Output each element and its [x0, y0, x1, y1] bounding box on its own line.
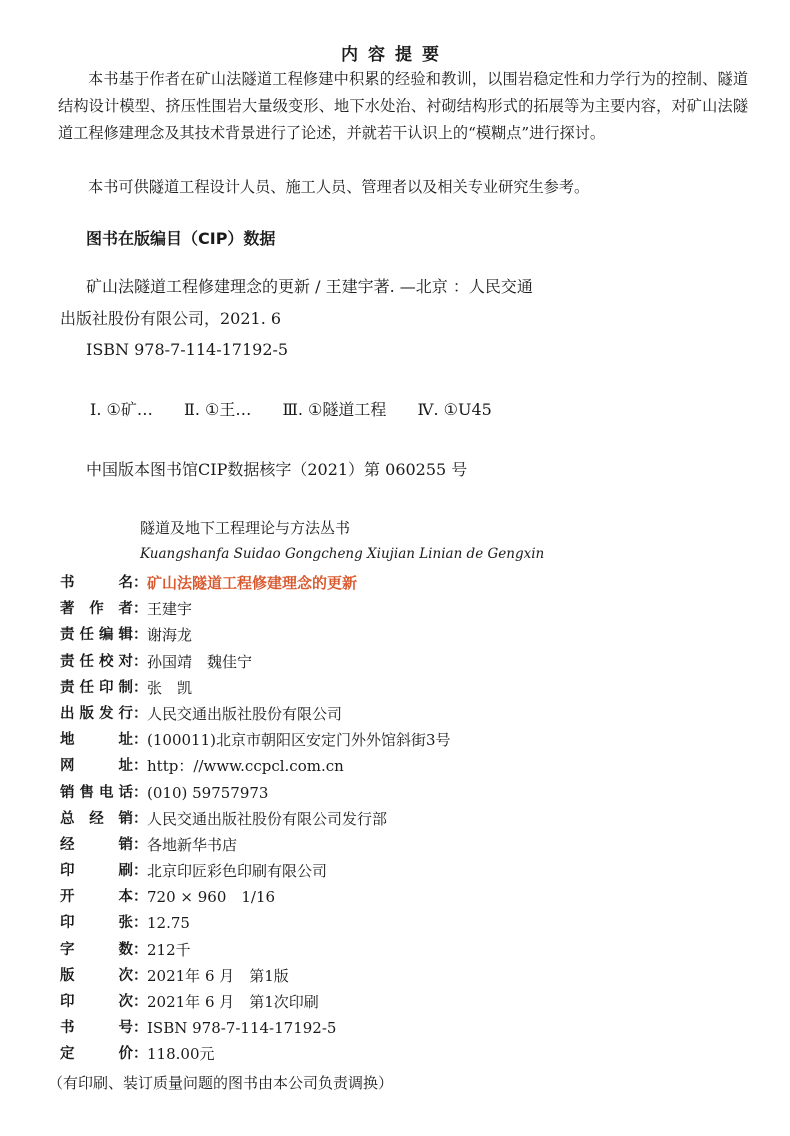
publication-info: [60, 570, 760, 1068]
info-colon: ：: [133, 889, 148, 906]
info-value: 人民交通出版社股份有限公司发行部: [147, 809, 388, 828]
info-label: 版次: [60, 967, 133, 984]
info-label: 销售电话: [60, 784, 133, 801]
info-value: 矿山法隧道工程修建理念的更新: [147, 574, 358, 592]
info-colon: ：: [133, 967, 148, 984]
info-value: ISBN 978-7-114-17192-5: [147, 1019, 337, 1038]
info-colon: ：: [133, 679, 148, 696]
info-value: 谢海龙: [147, 626, 193, 645]
info-value: 人民交通出版社股份有限公司: [147, 704, 343, 723]
info-value: 720 × 960 1/16: [147, 888, 276, 907]
cip-citation-line2: 出版社股份有限公司，2021. 6: [60, 309, 282, 328]
info-colon: ：: [133, 941, 148, 958]
info-row: [60, 910, 760, 936]
info-row: [60, 937, 760, 963]
info-row: [60, 701, 760, 727]
info-label: 书号: [60, 1020, 133, 1037]
info-row: [60, 1015, 760, 1041]
cip-title: 图书在版编目（CIP）数据: [86, 229, 276, 248]
cip-class-item: Ⅳ. ①U45: [417, 400, 492, 419]
info-value: 张 凯: [147, 678, 193, 697]
cip-record-number: 中国版本图书馆CIP数据核字（2021）第 060255 号: [86, 460, 468, 479]
info-colon: ：: [133, 575, 148, 591]
info-colon: ：: [133, 1020, 148, 1037]
info-row: [60, 622, 760, 648]
info-colon: ：: [133, 863, 148, 880]
info-row: [60, 806, 760, 832]
cip-class-item: Ⅱ. ①王…: [183, 400, 252, 419]
info-value: 王建宇: [147, 600, 193, 619]
info-label: 印刷: [60, 863, 133, 880]
cip-classification: [90, 397, 518, 420]
info-colon: ：: [133, 732, 148, 749]
info-colon: ：: [133, 810, 148, 827]
quality-notice: （有印刷、装订质量问题的图书由本公司负责调换）: [48, 1074, 394, 1092]
info-value: 212千: [147, 940, 191, 959]
info-value: http：//www.ccpcl.com.cn: [147, 757, 344, 776]
series-pinyin-title: Kuangshanfa Suidao Gongcheng Xiujian Linian de Gengxin: [140, 546, 545, 562]
info-row: [60, 649, 760, 675]
info-label: 字数: [60, 941, 133, 958]
info-label: 责任编辑: [60, 627, 133, 644]
info-row: [60, 884, 760, 910]
info-row: [60, 832, 760, 858]
info-colon: ：: [133, 653, 148, 670]
info-label: 责任校对: [60, 653, 133, 670]
info-label: 地址: [60, 732, 133, 749]
summary-heading: 内容提要: [341, 45, 449, 65]
cip-citation-line1: 矿山法隧道工程修建理念的更新 / 王建宇著. —北京 ：人民交通: [86, 277, 533, 296]
info-label: 经销: [60, 836, 133, 853]
info-label: 印次: [60, 994, 133, 1010]
info-colon: ：: [133, 994, 148, 1010]
info-value: (100011)北京市朝阳区安定门外外馆斜街3号: [147, 731, 451, 750]
info-row: [60, 727, 760, 753]
info-value: 2021年 6 月 第1次印刷: [147, 993, 319, 1011]
info-row: [60, 570, 760, 596]
info-row: [60, 989, 760, 1015]
info-colon: ：: [133, 1046, 148, 1063]
info-label: 出版发行: [60, 705, 133, 722]
info-colon: ：: [133, 758, 148, 775]
summary-paragraph: 本书基于作者在矿山法隧道工程修建中积累的经验和教训，以围岩稳定性和力学行为的控制、隧道结构设计模型、挤压性围岩大量级变形、地下水处治、衬砌结构形式的拓展等为主要内容，对矿山法隧道工程修建理念及其技术背景进行了论述，并就若干认识上的“模糊点”进行探讨。: [58, 70, 748, 142]
info-label: 著作者: [60, 601, 133, 618]
info-colon: ：: [133, 601, 148, 618]
series-name: 隧道及地下工程理论与方法丛书: [140, 519, 351, 537]
info-label: 责任印制: [60, 679, 133, 696]
info-value: (010) 59757973: [147, 783, 269, 802]
info-row: [60, 596, 760, 622]
info-row: [60, 963, 760, 989]
info-value: 孙国靖 魏佳宁: [147, 652, 253, 671]
info-label: 网址: [60, 758, 133, 775]
cip-class-item: Ⅲ. ①隧道工程: [282, 400, 387, 419]
info-label: 印张: [60, 915, 133, 932]
audience-paragraph: 本书可供隧道工程设计人员、施工人员、管理者以及相关专业研究生参考。: [88, 178, 590, 196]
info-label: 定价: [60, 1046, 133, 1063]
info-row: [60, 753, 760, 779]
cip-isbn: ISBN 978-7-114-17192-5: [86, 340, 289, 359]
cip-class-item: Ⅰ. ①矿…: [90, 400, 153, 419]
info-value: 12.75: [147, 914, 190, 933]
info-colon: ：: [133, 784, 148, 801]
info-colon: ：: [133, 627, 148, 644]
info-label: 书名: [60, 575, 133, 591]
info-colon: ：: [133, 915, 148, 932]
info-row: [60, 675, 760, 701]
info-colon: ：: [133, 836, 148, 853]
info-label: 总经销: [60, 810, 133, 827]
info-row: [60, 1041, 760, 1067]
info-value: 各地新华书店: [147, 835, 238, 854]
info-value: 118.00元: [147, 1045, 215, 1064]
info-colon: ：: [133, 705, 148, 722]
info-label: 开本: [60, 889, 133, 906]
info-row: [60, 858, 760, 884]
info-row: [60, 780, 760, 806]
info-value: 2021年 6 月 第1版: [147, 966, 289, 985]
info-value: 北京印匠彩色印刷有限公司: [147, 862, 328, 881]
